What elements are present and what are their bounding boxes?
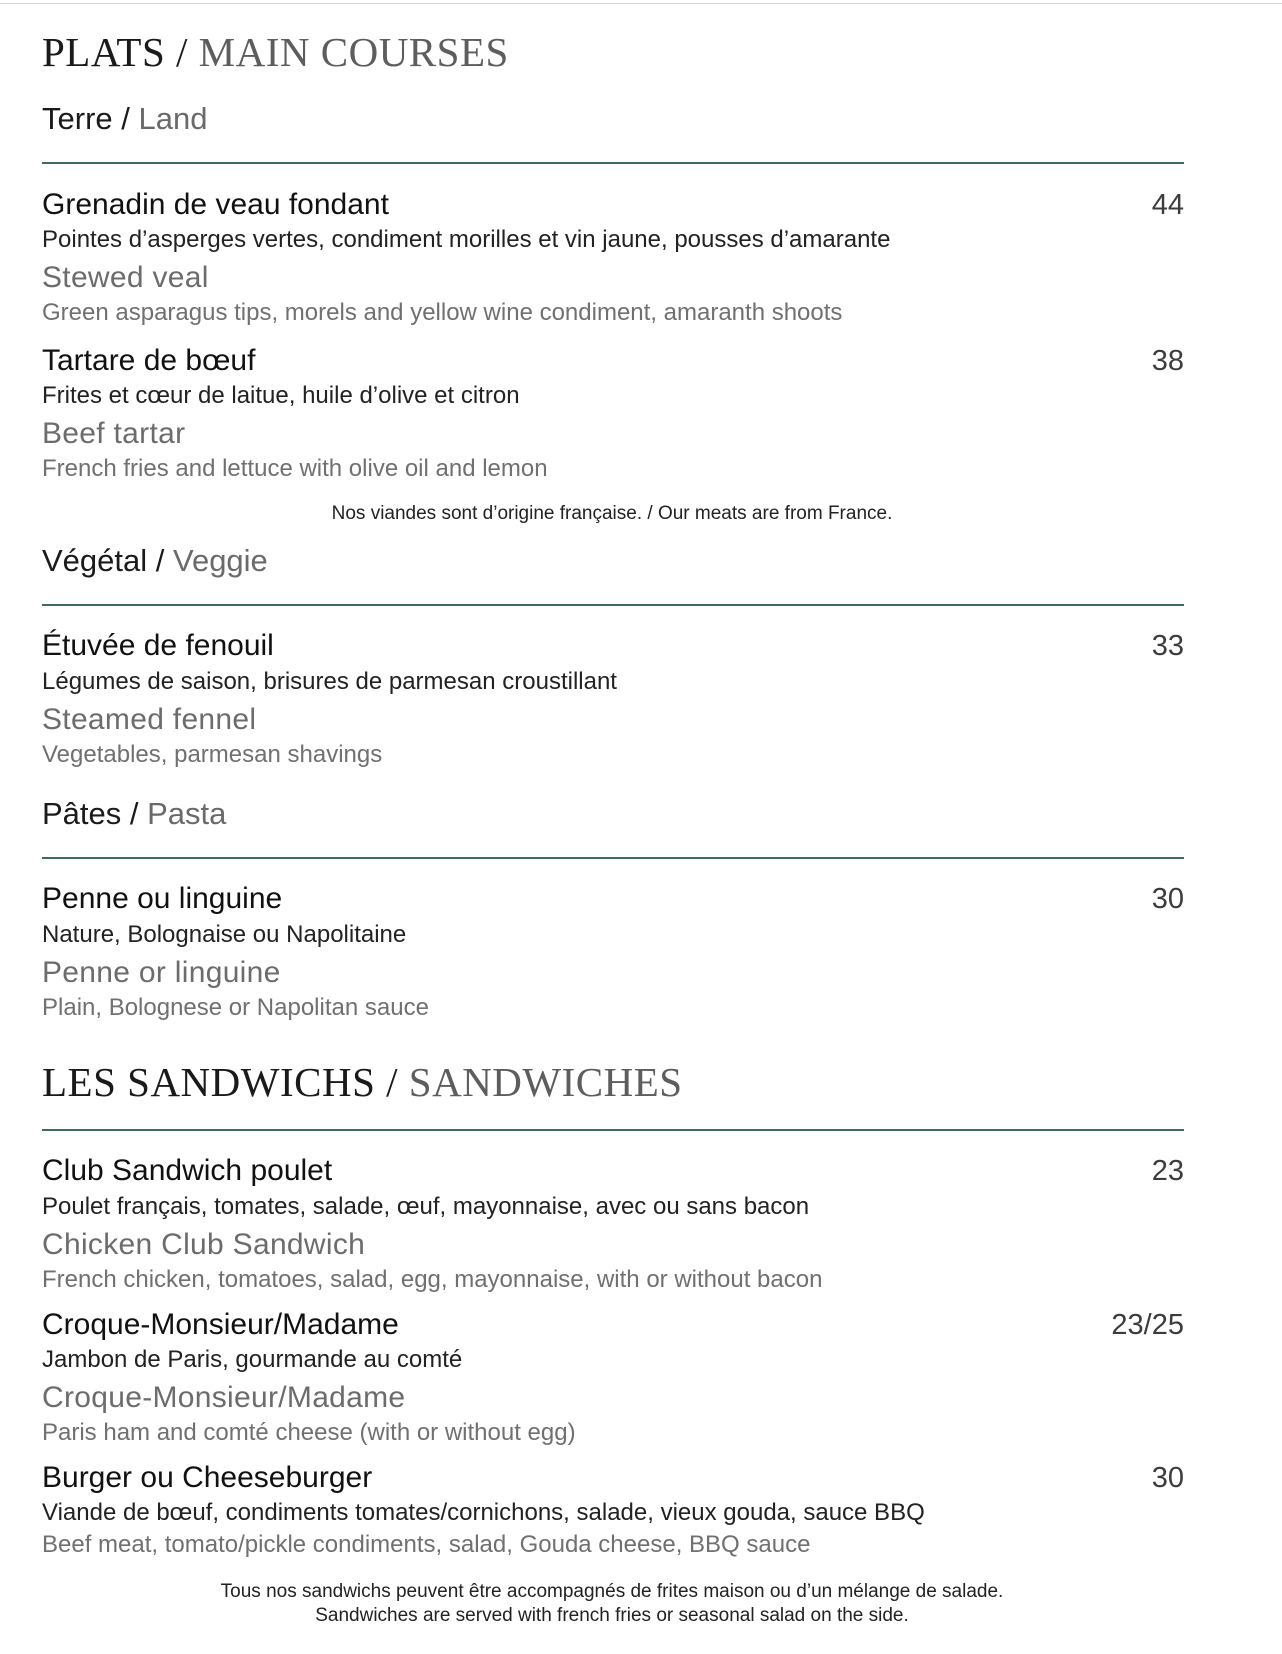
dish-description-fr: Frites et cœur de laitue, huile d’olive et citron [42, 382, 520, 409]
dish-description-fr: Viande de bœuf, condiments tomates/cornichons, salade, vieux gouda, sauce BBQ [42, 1499, 925, 1526]
dish-name-fr: Croque-Monsieur/Madame [42, 1308, 399, 1341]
dish-name-en: Steamed fennel [42, 703, 257, 736]
dish-price: 30 [1151, 883, 1184, 915]
section-title-en: SANDWICHES [408, 1059, 683, 1105]
dish-name-en: Beef tartar [42, 417, 186, 450]
dish-name-fr: Étuvée de fenouil [42, 629, 274, 662]
dish-name-en: Stewed veal [42, 261, 209, 294]
category-label-fr: Pâtes / [42, 796, 148, 831]
dish-description-fr: Jambon de Paris, gourmande au comté [42, 1346, 463, 1373]
dish-price: 38 [1151, 345, 1184, 377]
section-title-sandwiches [42, 1058, 683, 1106]
category-label-en: Pasta [147, 796, 227, 831]
section-title-fr: PLATS / [42, 29, 199, 75]
category-veggie [42, 543, 268, 579]
dish-price: 23/25 [1111, 1309, 1184, 1341]
dish-name-fr: Tartare de bœuf [42, 344, 256, 377]
dish-description-en: Green asparagus tips, morels and yellow wine condiment, amaranth shoots [42, 299, 843, 326]
dish-name-fr: Penne ou linguine [42, 882, 283, 915]
dish-description-en: Beef meat, tomato/pickle condiments, salad, Gouda cheese, BBQ sauce [42, 1531, 811, 1558]
dish-price: 30 [1151, 1462, 1184, 1494]
dish-name-en: Chicken Club Sandwich [42, 1228, 366, 1261]
dish-price: 44 [1151, 189, 1184, 221]
sandwich-sides-note-en: Sandwiches are served with french fries or seasonal salad on the side. [315, 1605, 909, 1626]
dish-price: 23 [1151, 1155, 1184, 1187]
dish-description-en: Vegetables, parmesan shavings [42, 741, 383, 768]
divider-pasta [42, 857, 1184, 859]
dish-description-en: French fries and lettuce with olive oil and lemon [42, 455, 548, 482]
divider-veggie [42, 604, 1184, 606]
dish-price: 33 [1151, 630, 1184, 662]
category-label-en: Veggie [172, 543, 268, 578]
dish-description-fr: Poulet français, tomates, salade, œuf, mayonnaise, avec ou sans bacon [42, 1193, 810, 1220]
category-land [42, 101, 207, 137]
dish-name-en: Croque-Monsieur/Madame [42, 1381, 406, 1414]
sandwich-sides-note-fr: Tous nos sandwichs peuvent être accompagnés de frites maison ou d’un mélange de salade. [220, 1581, 1004, 1602]
meat-origin-note: Nos viandes sont d’origine française. / Our meats are from France. [331, 503, 893, 524]
section-title-main-courses [42, 28, 509, 76]
dish-description-fr: Légumes de saison, brisures de parmesan croustillant [42, 668, 617, 695]
dish-description-en: Plain, Bolognese or Napolitan sauce [42, 994, 429, 1021]
dish-name-fr: Burger ou Cheeseburger [42, 1461, 373, 1494]
dish-description-fr: Pointes d’asperges vertes, condiment morilles et vin jaune, pousses d’amarante [42, 226, 891, 253]
dish-name-fr: Grenadin de veau fondant [42, 188, 389, 221]
divider-sandwiches [42, 1129, 1184, 1131]
top-border [0, 3, 1282, 4]
section-title-fr: LES SANDWICHS / [42, 1059, 409, 1105]
dish-name-fr: Club Sandwich poulet [42, 1154, 333, 1187]
category-pasta [42, 796, 226, 832]
category-label-fr: Végétal / [42, 543, 173, 578]
dish-name-en: Penne or linguine [42, 956, 281, 989]
dish-description-en: Paris ham and comté cheese (with or without egg) [42, 1419, 576, 1446]
section-title-en: MAIN COURSES [198, 29, 509, 75]
dish-description-en: French chicken, tomatoes, salad, egg, mayonnaise, with or without bacon [42, 1266, 823, 1293]
divider-land [42, 162, 1184, 164]
category-label-fr: Terre / [42, 101, 139, 136]
category-label-en: Land [138, 101, 208, 136]
dish-description-fr: Nature, Bolognaise ou Napolitaine [42, 921, 407, 948]
